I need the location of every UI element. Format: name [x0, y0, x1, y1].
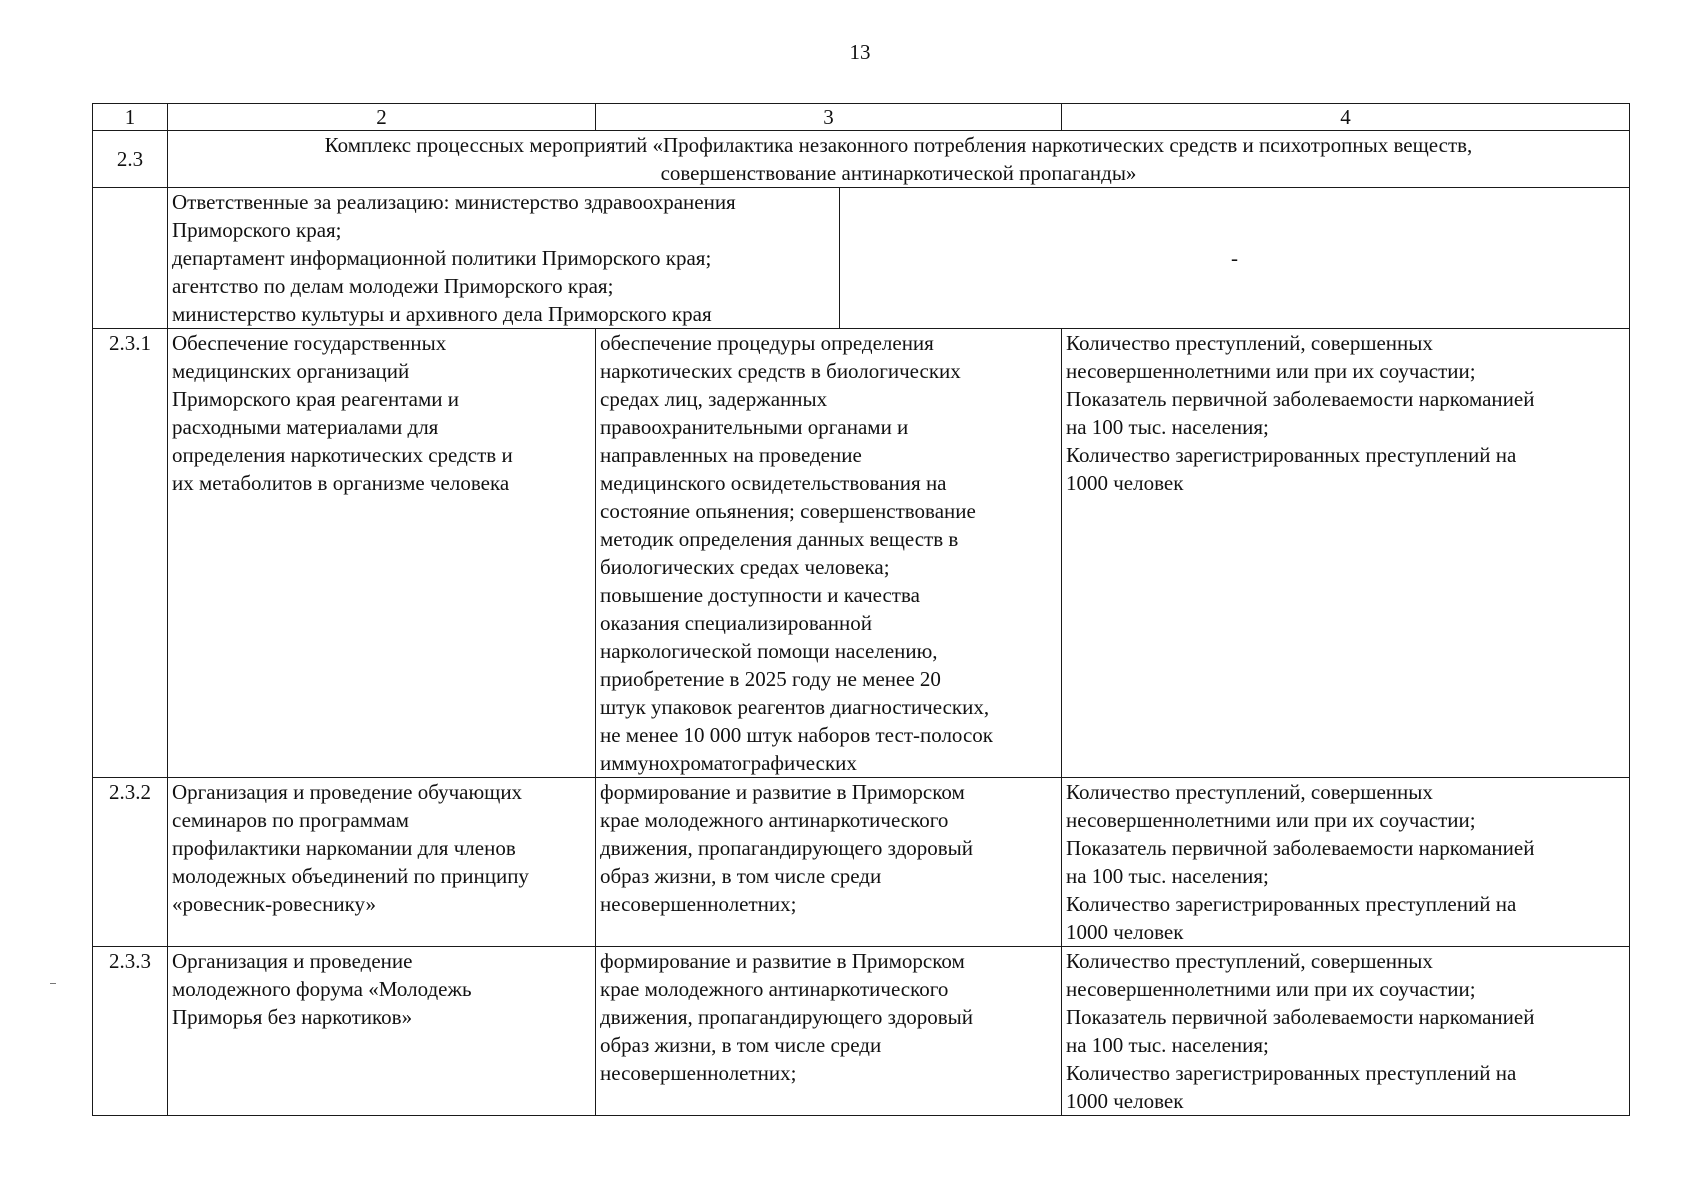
- measures-table: [92, 103, 1630, 1116]
- indicator-line: 1000 человек: [1066, 471, 1184, 495]
- measure-description-line: крае молодежного антинаркотического: [600, 977, 949, 1001]
- indicator-line: 1000 человек: [1066, 920, 1184, 944]
- responsible-line: департамент информационной политики Приморского края;: [172, 246, 712, 270]
- measure-description-line: правоохранительными органами и: [600, 415, 909, 439]
- responsible-right-cell: [840, 188, 1629, 328]
- scan-artifact-mark: [50, 983, 56, 984]
- measure-description-line: несовершеннолетних;: [600, 1061, 797, 1085]
- measure-description-line: формирование и развитие в Приморском: [600, 949, 965, 973]
- responsible-line: агентство по делам молодежи Приморского края;: [172, 274, 614, 298]
- measure-description-cell: [596, 947, 1062, 1116]
- section-title-row: [93, 131, 1630, 188]
- column-header: 2: [168, 104, 596, 131]
- measure-description-line: не менее 10 000 штук наборов тест-полосок: [600, 723, 993, 747]
- measure-name-line: молодежных объединений по принципу: [172, 864, 529, 888]
- measure-name-line: медицинских организаций: [172, 359, 410, 383]
- measure-description-line: средах лиц, задержанных: [600, 387, 828, 411]
- responsible-line: Ответственные за реализацию: министерство здравоохранения: [172, 190, 736, 214]
- measure-description-line: обеспечение процедуры определения: [600, 331, 934, 355]
- measure-name-line: Организация и проведение: [172, 949, 413, 973]
- measure-description-line: биологических средах человека;: [600, 555, 890, 579]
- table-row: [93, 778, 1630, 947]
- measure-name-line: определения наркотических средств и: [172, 443, 513, 467]
- indicator-line: на 100 тыс. населения;: [1066, 415, 1269, 439]
- measure-description-line: образ жизни, в том числе среди: [600, 864, 882, 888]
- measure-description-line: иммунохроматографических: [600, 751, 857, 775]
- measure-description-line: приобретение в 2025 году не менее 20: [600, 667, 941, 691]
- responsible-line: министерство культуры и архивного дела Приморского края: [172, 302, 712, 326]
- measure-name-line: расходными материалами для: [172, 415, 439, 439]
- measure-description-line: наркологической помощи населению,: [600, 639, 938, 663]
- measure-description-line: оказания специализированной: [600, 611, 872, 635]
- indicator-line: Показатель первичной заболеваемости наркоманией: [1066, 836, 1535, 860]
- row-number: 2.3.2: [93, 778, 168, 947]
- responsible-number-cell: [93, 188, 168, 329]
- dash-placeholder: -: [1231, 246, 1238, 270]
- measure-description-cell: [596, 329, 1062, 778]
- responsible-list: [168, 188, 840, 328]
- measure-description-line: формирование и развитие в Приморском: [600, 780, 965, 804]
- indicators-cell: [1062, 778, 1630, 947]
- indicator-line: Количество преступлений, совершенных: [1066, 331, 1433, 355]
- indicator-line: Показатель первичной заболеваемости наркоманией: [1066, 1005, 1535, 1029]
- measure-name-line: семинаров по программам: [172, 808, 409, 832]
- table-row: [93, 329, 1630, 778]
- measure-name-line: Организация и проведение обучающих: [172, 780, 523, 804]
- row-number: 2.3.1: [93, 329, 168, 778]
- responsible-row: [93, 188, 1630, 329]
- page-number: 13: [849, 40, 871, 64]
- measure-description-line: штук упаковок реагентов диагностических,: [600, 695, 990, 719]
- responsible-line: Приморского края;: [172, 218, 342, 242]
- indicator-line: на 100 тыс. населения;: [1066, 864, 1269, 888]
- indicator-line: Количество преступлений, совершенных: [1066, 949, 1433, 973]
- indicator-line: несовершеннолетними или при их соучастии;: [1066, 359, 1476, 383]
- measure-name-line: молодежного форума «Молодежь: [172, 977, 472, 1001]
- measure-description-line: крае молодежного антинаркотического: [600, 808, 949, 832]
- measure-description-line: состояние опьянения; совершенствование: [600, 499, 976, 523]
- indicator-line: 1000 человек: [1066, 1089, 1184, 1113]
- indicators-cell: [1062, 329, 1630, 778]
- indicators-cell: [1062, 947, 1630, 1116]
- measure-description-line: движения, пропагандирующего здоровый: [600, 836, 974, 860]
- indicator-line: несовершеннолетними или при их соучастии;: [1066, 977, 1476, 1001]
- indicator-line: Показатель первичной заболеваемости наркоманией: [1066, 387, 1535, 411]
- column-header: 1: [93, 104, 168, 131]
- indicator-line: Количество зарегистрированных преступлений на: [1066, 892, 1517, 916]
- section-number: 2.3: [93, 131, 168, 188]
- indicator-line: Количество зарегистрированных преступлений на: [1066, 1061, 1517, 1085]
- measure-name-line: их метаболитов в организме человека: [172, 471, 510, 495]
- table-row: [93, 947, 1630, 1116]
- column-header-row: [93, 104, 1630, 131]
- measure-name-cell: [168, 947, 596, 1116]
- measure-name-line: Приморья без наркотиков»: [172, 1005, 413, 1029]
- column-header: 4: [1062, 104, 1630, 131]
- measure-name-cell: [168, 778, 596, 947]
- measure-description-line: методик определения данных веществ в: [600, 527, 959, 551]
- measure-description-line: движения, пропагандирующего здоровый: [600, 1005, 974, 1029]
- column-header: 3: [596, 104, 1062, 131]
- section-title-line: совершенствование антинаркотической пропаганды»: [660, 161, 1137, 185]
- measure-description-line: несовершеннолетних;: [600, 892, 797, 916]
- section-title-line: Комплекс процессных мероприятий «Профилактика незаконного потребления наркотических средств и психотропных веществ,: [324, 133, 1473, 157]
- indicator-line: Количество зарегистрированных преступлений на: [1066, 443, 1517, 467]
- row-number: 2.3.3: [93, 947, 168, 1116]
- measure-name-line: Обеспечение государственных: [172, 331, 447, 355]
- measure-name-line: профилактики наркомании для членов: [172, 836, 516, 860]
- measure-description-cell: [596, 778, 1062, 947]
- indicator-line: несовершеннолетними или при их соучастии;: [1066, 808, 1476, 832]
- measure-description-line: наркотических средств в биологических: [600, 359, 961, 383]
- measure-name-cell: [168, 329, 596, 778]
- measure-description-line: направленных на проведение: [600, 443, 862, 467]
- section-title: [168, 131, 1630, 188]
- indicator-line: Количество преступлений, совершенных: [1066, 780, 1433, 804]
- measure-description-line: медицинского освидетельствования на: [600, 471, 947, 495]
- measure-description-line: повышение доступности и качества: [600, 583, 920, 607]
- responsible-cell: [168, 188, 1630, 329]
- measure-name-line: Приморского края реагентами и: [172, 387, 459, 411]
- measure-name-line: «ровесник-ровеснику»: [172, 892, 376, 916]
- indicator-line: на 100 тыс. населения;: [1066, 1033, 1269, 1057]
- measure-description-line: образ жизни, в том числе среди: [600, 1033, 882, 1057]
